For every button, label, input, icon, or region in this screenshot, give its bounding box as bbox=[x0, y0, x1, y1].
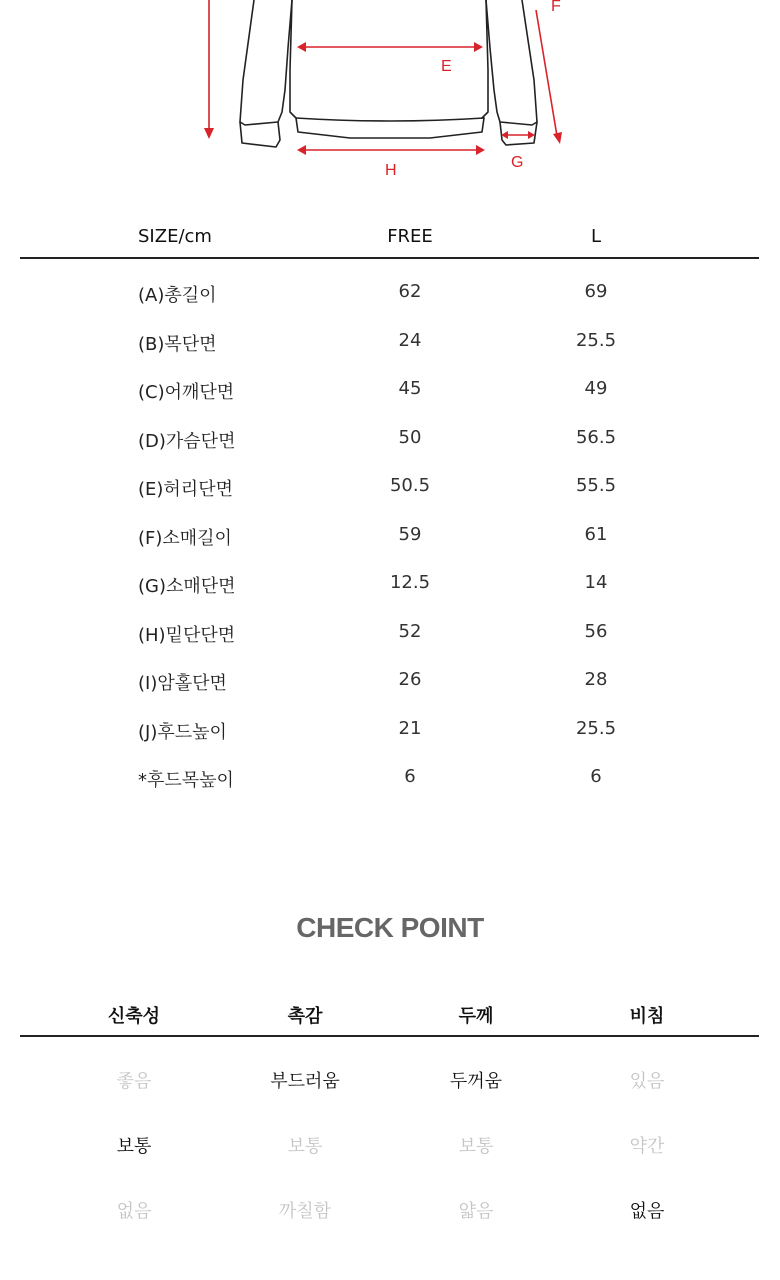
check-point-option: 약간 bbox=[629, 1136, 665, 1157]
size-row-label: (G)소매단면 bbox=[138, 576, 236, 597]
check-point-option: 없음 bbox=[116, 1201, 152, 1222]
check-point-table bbox=[20, 997, 759, 1232]
size-row-l: 69 bbox=[584, 281, 608, 302]
size-row-label: *후드목높이 bbox=[138, 770, 234, 791]
size-row-free: 52 bbox=[398, 620, 422, 642]
size-row-l: 56 bbox=[584, 620, 608, 642]
label-e: E bbox=[441, 58, 452, 75]
hem-arrow-left-head bbox=[297, 145, 306, 155]
left-sleeve-outline bbox=[240, 0, 292, 125]
size-row-free: 59 bbox=[398, 523, 422, 545]
size-row-label: (E)허리단면 bbox=[138, 479, 233, 500]
label-f: F bbox=[551, 0, 561, 15]
size-row-label: (B)목단면 bbox=[138, 333, 217, 355]
header-free: FREE bbox=[387, 226, 433, 247]
size-row-l: 25.5 bbox=[575, 717, 617, 739]
size-row-free: 50 bbox=[398, 426, 422, 448]
garment-outline bbox=[240, 0, 537, 147]
left-cuff-outline bbox=[240, 122, 280, 147]
size-row-label: (A)총길이 bbox=[138, 285, 217, 306]
size-row bbox=[20, 356, 759, 405]
size-row-free: 50.5 bbox=[389, 475, 431, 496]
size-row-l: 56.5 bbox=[575, 426, 617, 448]
size-row bbox=[20, 308, 759, 357]
size-row-l: 61 bbox=[584, 523, 608, 545]
check-point-row bbox=[20, 1167, 759, 1232]
waist-arrow-right-head bbox=[474, 42, 483, 52]
size-row-l: 49 bbox=[584, 378, 608, 399]
size-row-free: 24 bbox=[398, 329, 422, 351]
check-point-option-selected: 두꺼움 bbox=[449, 1071, 503, 1092]
size-row-free: 62 bbox=[398, 281, 422, 302]
size-row-l: 14 bbox=[584, 572, 608, 593]
size-row-l: 28 bbox=[584, 669, 608, 690]
size-row bbox=[20, 744, 759, 793]
size-row-label: (F)소매길이 bbox=[138, 527, 232, 549]
size-row-free: 12.5 bbox=[389, 572, 431, 593]
header-size-label: SIZE/cm bbox=[138, 226, 212, 247]
check-point-header bbox=[20, 997, 759, 1037]
waist-arrow-left-head bbox=[297, 42, 306, 52]
size-row-label: (J)후드높이 bbox=[138, 721, 227, 743]
check-point-option: 까칠함 bbox=[278, 1201, 332, 1222]
size-row bbox=[20, 453, 759, 502]
check-point-row bbox=[20, 1037, 759, 1102]
size-table bbox=[20, 220, 759, 793]
check-point-grid bbox=[20, 1037, 759, 1232]
header-l: L bbox=[590, 226, 602, 247]
check-point-option-selected: 없음 bbox=[629, 1201, 665, 1222]
size-row bbox=[20, 647, 759, 696]
size-row-label: (D)가슴단면 bbox=[138, 430, 236, 452]
label-g: G bbox=[511, 154, 524, 171]
label-h: H bbox=[385, 162, 397, 179]
size-row-free: 45 bbox=[398, 378, 422, 399]
check-point-column-header: 비침 bbox=[629, 1006, 665, 1027]
check-point-option: 있음 bbox=[629, 1071, 665, 1092]
check-point-column-header: 촉감 bbox=[287, 1006, 323, 1027]
size-row bbox=[20, 259, 759, 308]
hem-seam-outline bbox=[296, 118, 484, 121]
hem-arrow-right-head bbox=[476, 145, 485, 155]
check-point-title: CHECK POINT bbox=[296, 912, 484, 943]
size-row-free: 6 bbox=[404, 766, 416, 787]
size-row bbox=[20, 502, 759, 551]
size-table-body bbox=[20, 259, 759, 793]
size-row bbox=[20, 599, 759, 648]
measurement-arrows bbox=[204, 0, 562, 155]
size-table-header bbox=[20, 220, 759, 259]
size-row-label: (I)암홀단면 bbox=[138, 673, 227, 694]
hoodie-sketch bbox=[0, 0, 780, 190]
size-row-free: 26 bbox=[398, 669, 422, 690]
size-row-l: 55.5 bbox=[575, 475, 617, 496]
size-row-label: (C)어깨단면 bbox=[138, 382, 235, 403]
size-row bbox=[20, 696, 759, 745]
check-point-option: 얇음 bbox=[458, 1201, 494, 1222]
size-row-l: 25.5 bbox=[575, 329, 617, 351]
size-row-free: 21 bbox=[398, 717, 422, 739]
check-point-option-selected: 보통 bbox=[116, 1136, 152, 1157]
sleeve-arrow-head bbox=[553, 132, 562, 144]
check-point-row bbox=[20, 1102, 759, 1167]
size-row-label: (H)밑단단면 bbox=[138, 624, 236, 646]
size-row-l: 6 bbox=[590, 766, 602, 787]
check-point-option-selected: 부드러움 bbox=[270, 1071, 340, 1092]
check-point-column-header: 신축성 bbox=[107, 1006, 161, 1027]
check-point-option: 보통 bbox=[287, 1136, 323, 1157]
size-row bbox=[20, 550, 759, 599]
length-arrow-head bbox=[204, 128, 214, 139]
check-point-column-header: 두께 bbox=[458, 1006, 494, 1027]
sleeve-arrow-line bbox=[536, 10, 557, 136]
check-point-option: 좋음 bbox=[116, 1071, 152, 1092]
body-left-outline bbox=[290, 0, 296, 118]
check-point-option: 보통 bbox=[458, 1136, 494, 1157]
right-sleeve-outline bbox=[486, 0, 537, 125]
garment-diagram bbox=[0, 0, 780, 190]
size-row bbox=[20, 405, 759, 454]
